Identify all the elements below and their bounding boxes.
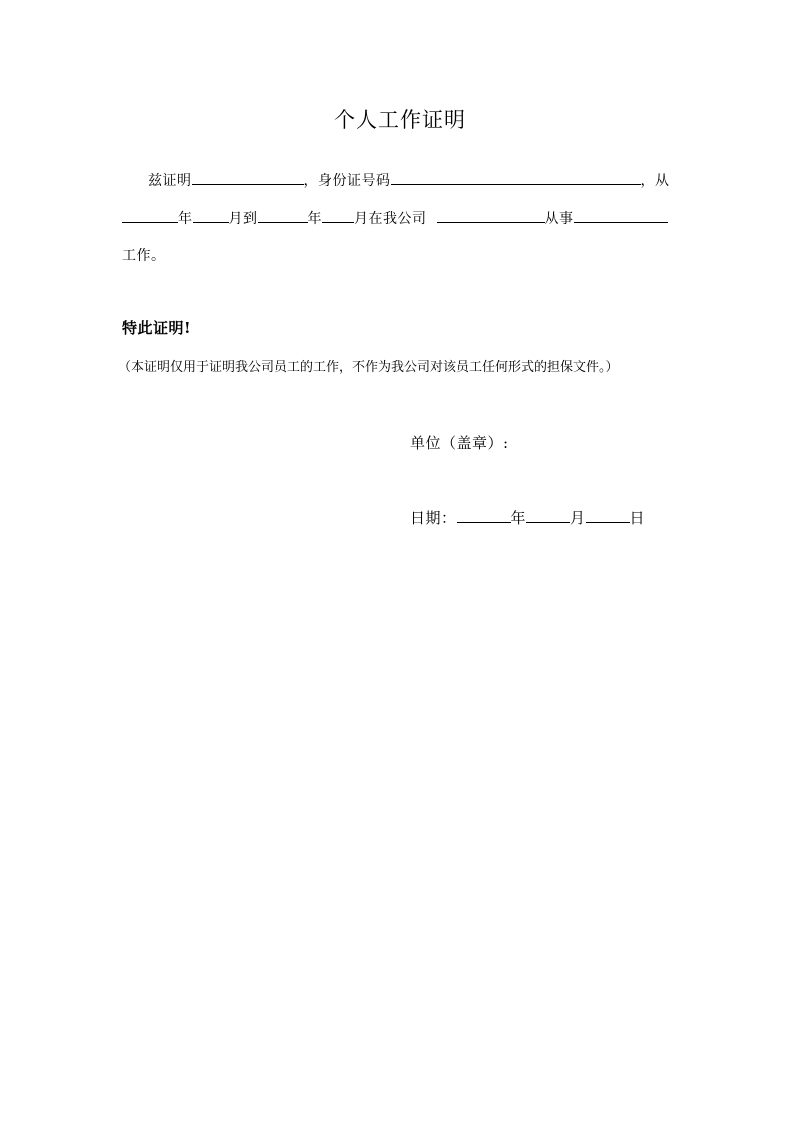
text-month-at-company: 月在我公司: [354, 211, 427, 227]
name-blank[interactable]: [192, 170, 304, 185]
certify-heading: 特此证明!: [122, 319, 192, 337]
text-from: ，从: [640, 173, 670, 189]
date-label: 日期：: [410, 509, 457, 527]
text-engaged-in: 从事: [544, 211, 574, 227]
text-month-to: 月到: [228, 211, 258, 227]
paragraph-line-1: [148, 170, 670, 191]
end-year-blank[interactable]: [258, 208, 308, 223]
paragraph-line-3: [122, 246, 166, 266]
unit-seal-label: 单位（盖章）:: [410, 434, 509, 452]
paragraph-line-2: [122, 208, 668, 229]
start-year-blank[interactable]: [122, 208, 178, 223]
department-blank[interactable]: [437, 208, 545, 223]
text-work: 工作。: [122, 248, 166, 264]
date-line: [410, 508, 645, 528]
date-month-blank[interactable]: [526, 508, 570, 523]
date-year-blank[interactable]: [457, 508, 511, 523]
end-month-blank[interactable]: [322, 208, 354, 223]
text-id-number: ，身份证号码: [303, 173, 391, 189]
id-number-blank[interactable]: [391, 170, 641, 185]
job-blank[interactable]: [574, 208, 668, 223]
start-month-blank[interactable]: [193, 208, 229, 223]
text-year-2: 年: [307, 211, 322, 227]
document-title: 个人工作证明: [334, 108, 466, 132]
date-day-text: 日: [629, 509, 646, 527]
date-year-text: 年: [510, 509, 527, 527]
disclaimer-note: （本证明仅用于证明我公司员工的工作，不作为我公司对该员工任何形式的担保文件。）: [118, 360, 619, 375]
text-certify-that: 兹证明: [148, 173, 192, 189]
text-year-1: 年: [178, 211, 193, 227]
date-day-blank[interactable]: [586, 508, 630, 523]
date-month-text: 月: [570, 509, 586, 527]
